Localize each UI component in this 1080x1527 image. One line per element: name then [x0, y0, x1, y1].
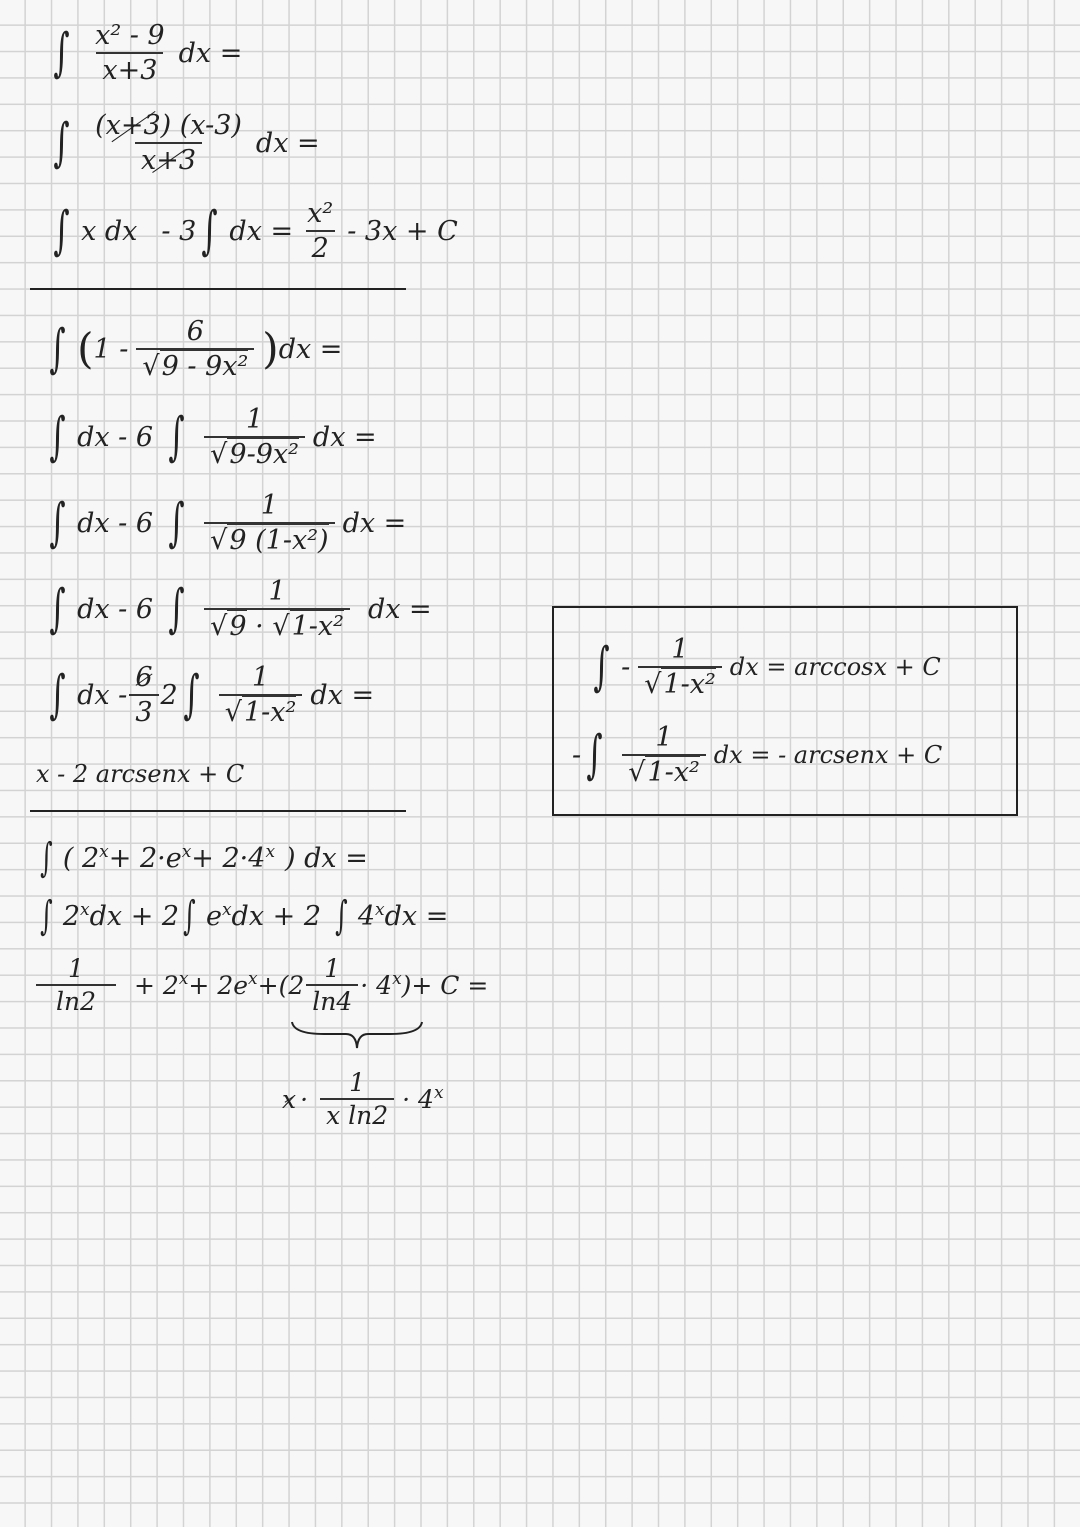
exponent: x [99, 841, 109, 862]
cancelled-factor: x+3 [140, 145, 197, 176]
integral-sign: ∫ [53, 201, 70, 261]
integral-sign: ∫ [335, 893, 348, 939]
ex2-line5 [44, 664, 374, 726]
fraction [219, 664, 303, 726]
denominator: 2 [306, 230, 335, 262]
formula-row2 [572, 724, 942, 786]
radicand: 1-x² [244, 697, 297, 728]
denominator: x+3 [96, 52, 163, 84]
numerator: x² [307, 198, 334, 229]
term: · 4 [360, 970, 393, 1000]
formula-row1 [588, 636, 941, 698]
denominator [638, 666, 722, 698]
close-paren: ) [262, 324, 279, 373]
term: - 3 [161, 215, 197, 247]
fraction-cancelled [129, 664, 158, 726]
term: + 2e [188, 970, 249, 1000]
term: dx + 2 [89, 900, 180, 932]
integral-sign: ∫ [586, 725, 603, 785]
denominator: ln2 [36, 984, 116, 1014]
integral-sign: ∫ [49, 319, 66, 379]
term: dx = [229, 215, 294, 247]
numerator: 1 [655, 722, 673, 753]
numerator: 1 [251, 662, 270, 693]
fraction [136, 318, 254, 380]
fraction [89, 22, 171, 84]
exponent: x [392, 968, 402, 989]
numerator: 6 [186, 316, 204, 347]
term: )+ C = [401, 970, 489, 1000]
integral-sign: ∫ [593, 637, 610, 697]
term: - [572, 739, 582, 771]
integral-sign: ∫ [53, 23, 70, 83]
radicand: 9 - 9x² [161, 351, 249, 382]
fraction [622, 724, 706, 786]
ex1-line1 [48, 22, 242, 84]
fraction [204, 406, 305, 468]
integral-sign: ∫ [183, 893, 196, 939]
sqrt-icon: √ [272, 611, 290, 642]
integral-sign: ∫ [49, 493, 66, 553]
exponent: x [248, 968, 258, 989]
term: dx - 6 [77, 421, 154, 453]
fraction [301, 200, 339, 262]
fraction [89, 112, 248, 174]
denominator [204, 436, 305, 468]
integral-sign: ∫ [168, 493, 185, 553]
denominator [204, 522, 334, 554]
cancelled-factor: x [282, 1084, 297, 1114]
term: dx = [384, 900, 449, 932]
sqrt-icon: √ [210, 525, 228, 556]
tail-text: dx = arccosx + C [729, 653, 941, 681]
term: - [621, 651, 631, 683]
exponent: x [80, 899, 90, 920]
numerator: 6 [129, 664, 158, 694]
sqrt-icon: √ [142, 351, 160, 382]
term: 4 [357, 900, 376, 932]
tail-text: dx = [178, 37, 243, 69]
term: 2 [62, 900, 81, 932]
exponent: x [181, 841, 192, 862]
exponent: x [221, 899, 232, 920]
ex2-line2 [44, 406, 377, 468]
ex2-line4 [44, 578, 432, 640]
tail-text: dx = [310, 679, 375, 711]
ex2-result [36, 762, 244, 786]
sqrt-icon: √ [210, 439, 228, 470]
ex3-note: x · $\frac{1}{\text{x ln2}}$ · 4 x [282, 1068, 444, 1130]
sqrt-icon: √ [210, 611, 228, 642]
numerator: 1 [268, 576, 286, 607]
integral-sign: ∫ [49, 665, 66, 725]
numerator: 1 [245, 404, 264, 435]
ex2-line3 [44, 492, 406, 554]
denominator [622, 754, 706, 786]
fraction [204, 578, 350, 640]
fraction [306, 956, 358, 1014]
numerator: 1 [260, 490, 278, 521]
numerator [89, 112, 248, 142]
cancelled-factor: (x+3) [95, 110, 172, 141]
fraction [638, 636, 722, 698]
tail-text: dx = [367, 593, 432, 625]
term: + 2·4 [191, 842, 266, 874]
tail-text: dx = [312, 421, 377, 453]
sqrt-icon: √ [224, 697, 242, 728]
term: dx - 6 [77, 507, 154, 539]
open-paren: ( [77, 324, 94, 373]
fraction [36, 956, 116, 1014]
numerator: x² - 9 [95, 20, 165, 51]
term: + 2·e [108, 842, 182, 874]
tail-text: dx = [278, 333, 343, 365]
radicand: 9 [229, 611, 247, 642]
tail-text: dx = - arcsenx + C [713, 741, 943, 769]
radicand: 1-x² [647, 757, 700, 788]
integral-sign: ∫ [183, 665, 200, 725]
ex3-line3 [28, 956, 488, 1014]
ex3-line2 [36, 893, 449, 939]
exponent: x [433, 1082, 444, 1103]
numerator: 1 [68, 954, 84, 983]
denominator: ln4 [306, 984, 358, 1014]
radicand: 1-x² [663, 669, 716, 700]
sqrt-icon: √ [644, 669, 662, 700]
ex3-line1 [36, 835, 368, 881]
exponent: x [375, 899, 385, 920]
denominator: 3 [129, 694, 158, 726]
integral-sign: ∫ [40, 893, 53, 939]
radicand: 9 (1-x²) [229, 525, 329, 556]
tail-text: dx = [342, 507, 407, 539]
separator-line [30, 288, 406, 290]
denominator [204, 608, 350, 640]
term: 2 [160, 679, 178, 711]
result-text: x - 2 arcsenx + C [36, 760, 245, 788]
radicand: 9-9x² [229, 439, 299, 470]
denominator [135, 142, 202, 174]
ex1-line3 [48, 200, 458, 262]
term: +(2 [257, 970, 305, 1000]
numerator: 1 [349, 1068, 366, 1097]
fraction [204, 492, 334, 554]
dot: · [255, 611, 264, 642]
term: dx + 2 [231, 900, 322, 932]
exponent: x [265, 841, 276, 862]
integral-sign: ∫ [168, 407, 185, 467]
integral-sign: ∫ [53, 113, 70, 173]
curly-brace-icon [290, 1018, 424, 1054]
ex2-line1 [44, 318, 342, 380]
numerator: 1 [324, 954, 341, 983]
separator-line [30, 810, 406, 812]
integral-sign: ∫ [168, 579, 185, 639]
term: dx - 6 [77, 593, 154, 625]
integral-sign: ∫ [40, 835, 53, 881]
denominator [136, 348, 254, 380]
term: ) dx = [285, 842, 368, 874]
term: + 2 [134, 970, 179, 1000]
tail-text: - 3x + C [347, 215, 458, 247]
exponent: x [178, 968, 189, 989]
denominator [219, 694, 303, 726]
term: e [205, 900, 222, 932]
term: dx - [77, 679, 128, 711]
integral-sign: ∫ [49, 407, 66, 467]
ex1-line2 [48, 112, 320, 174]
sqrt-icon: √ [628, 757, 646, 788]
radicand: 1-x² [291, 611, 344, 642]
numerator: 1 [671, 634, 689, 665]
term: · 4 [402, 1084, 434, 1114]
integral-sign: ∫ [201, 201, 218, 261]
term: x dx [81, 215, 138, 247]
denominator: x ln2 [320, 1098, 394, 1128]
term: ( 2 [62, 842, 100, 874]
term: 1 - [93, 333, 129, 365]
factor: (x-3) [179, 110, 242, 141]
tail-text: dx = [255, 127, 320, 159]
fraction [320, 1070, 394, 1128]
integral-sign: ∫ [49, 579, 66, 639]
